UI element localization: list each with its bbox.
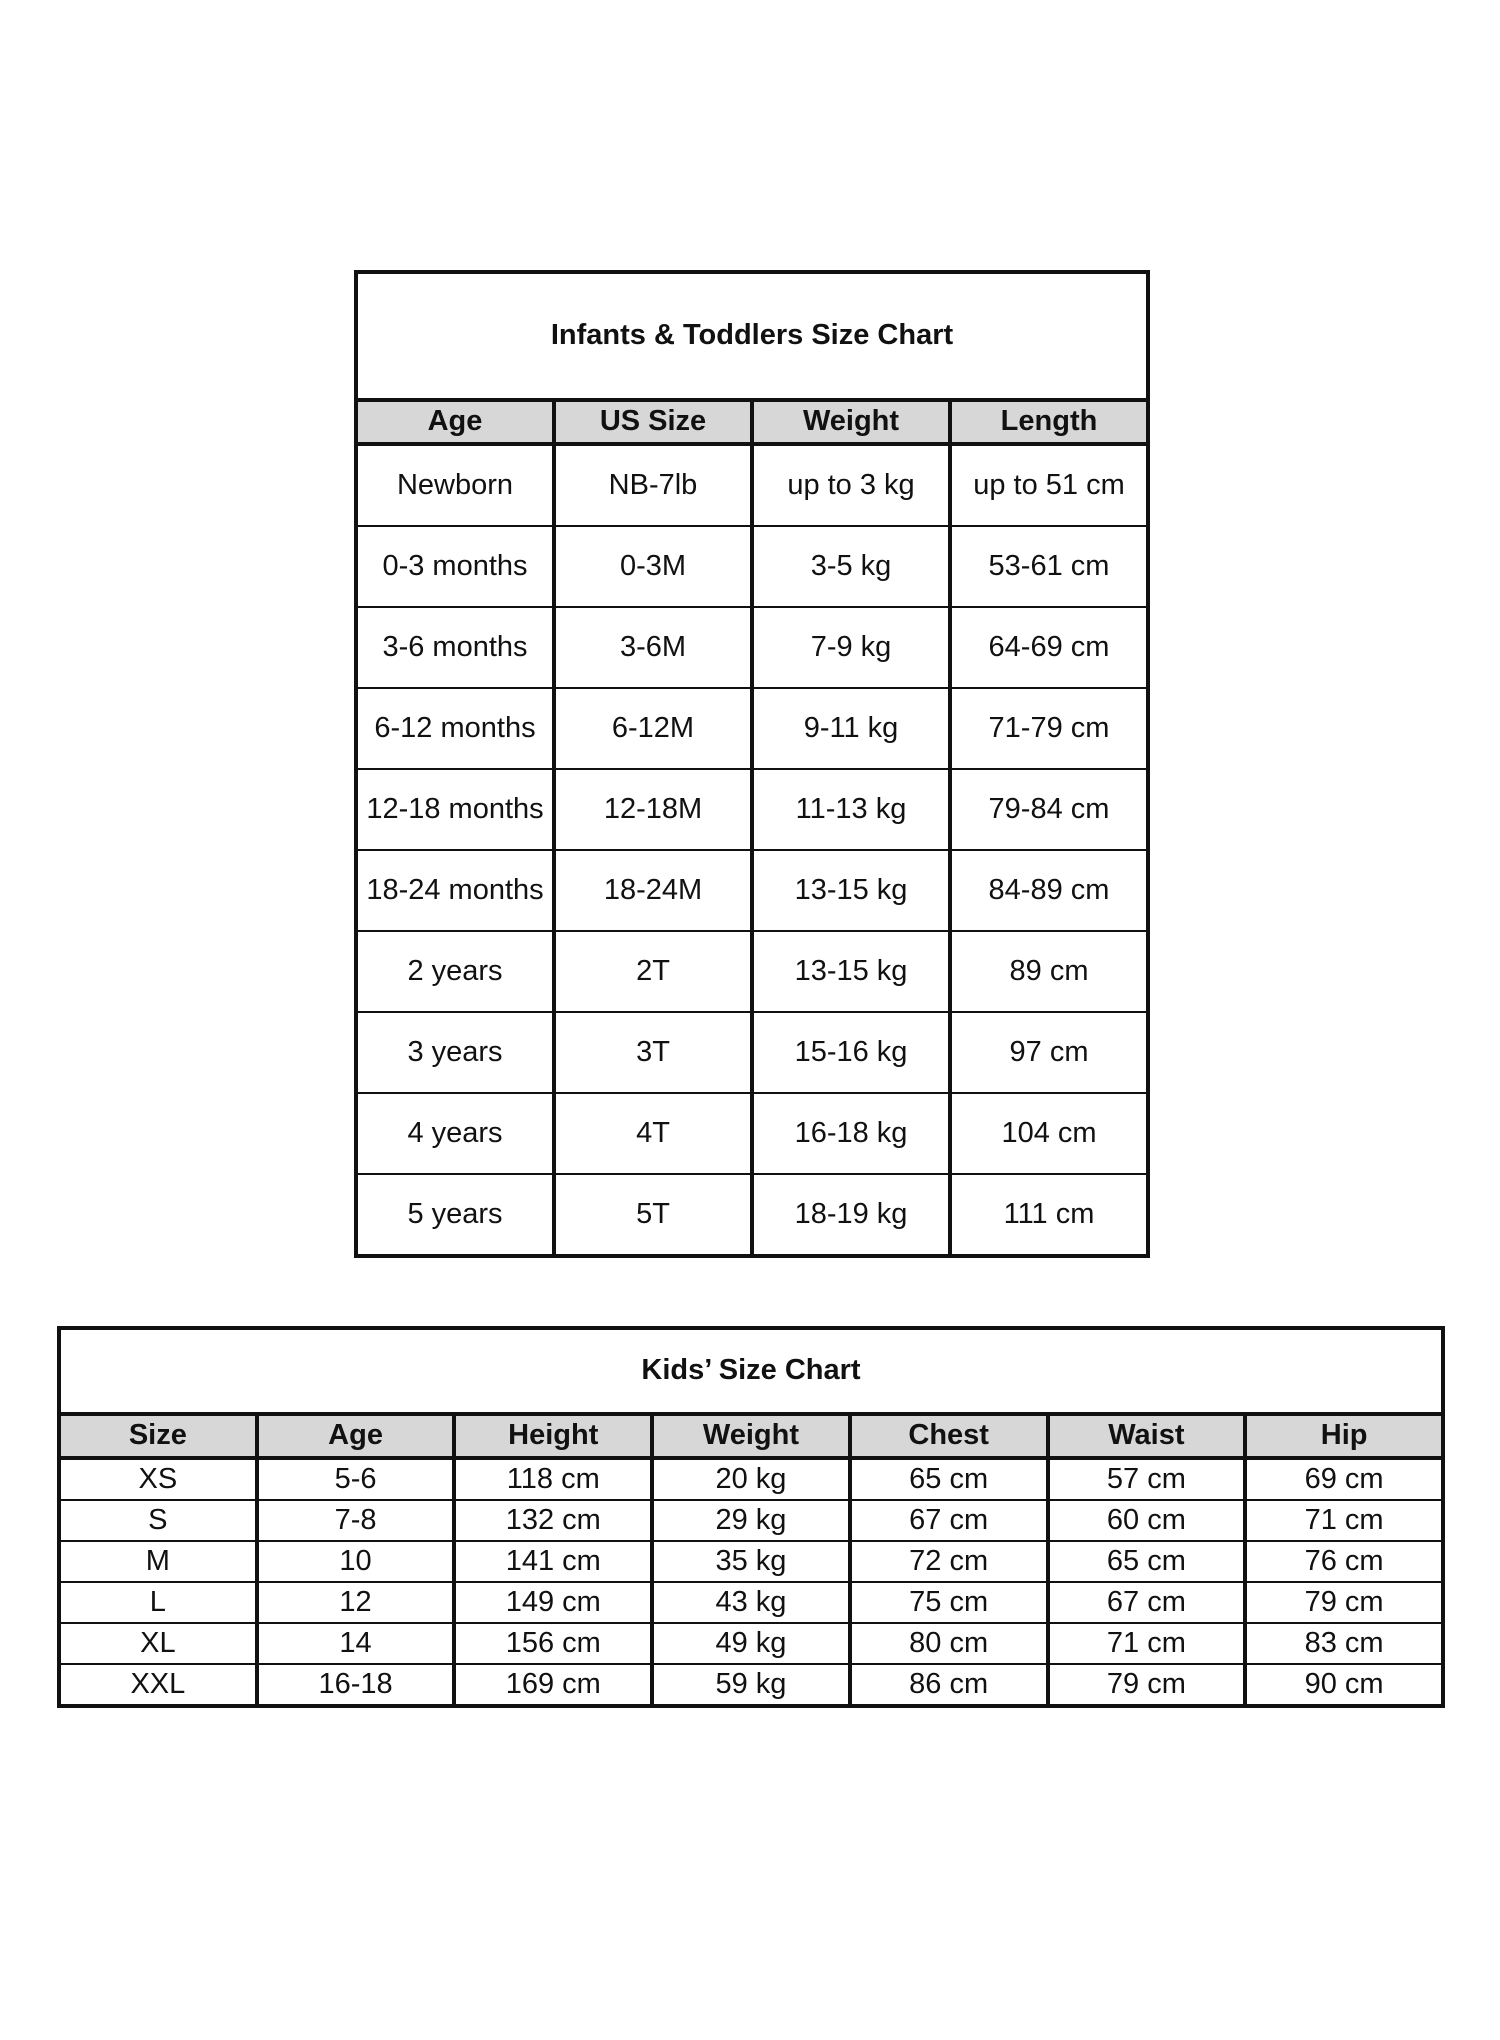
table-cell: 65 cm xyxy=(850,1458,1048,1500)
table-cell: 35 kg xyxy=(652,1541,850,1582)
table-cell: 4T xyxy=(554,1093,752,1174)
column-header-age: Age xyxy=(257,1414,455,1458)
table-cell: 104 cm xyxy=(950,1093,1148,1174)
table-cell: 2 years xyxy=(356,931,554,1012)
table-cell: 76 cm xyxy=(1245,1541,1443,1582)
table-cell: 71 cm xyxy=(1245,1500,1443,1541)
table-cell: up to 51 cm xyxy=(950,444,1148,526)
table-cell: 75 cm xyxy=(850,1582,1048,1623)
table-cell: 79-84 cm xyxy=(950,769,1148,850)
table-cell: 80 cm xyxy=(850,1623,1048,1664)
table-cell: 65 cm xyxy=(1048,1541,1246,1582)
table-cell: 12-18M xyxy=(554,769,752,850)
table-cell: 3-6M xyxy=(554,607,752,688)
infants-toddlers-size-chart xyxy=(354,270,1150,1258)
table-cell: 71-79 cm xyxy=(950,688,1148,769)
table-cell: 9-11 kg xyxy=(752,688,950,769)
table-cell: XXL xyxy=(59,1664,257,1706)
column-header-height: Height xyxy=(454,1414,652,1458)
table-cell: 59 kg xyxy=(652,1664,850,1706)
table-cell: 0-3 months xyxy=(356,526,554,607)
table-cell: 13-15 kg xyxy=(752,931,950,1012)
title-row xyxy=(59,1328,1443,1414)
table-row xyxy=(356,688,1148,769)
table-cell: 10 xyxy=(257,1541,455,1582)
column-header-weight: Weight xyxy=(652,1414,850,1458)
table-cell: 84-89 cm xyxy=(950,850,1148,931)
table-cell: 18-24 months xyxy=(356,850,554,931)
table-cell: 3-6 months xyxy=(356,607,554,688)
table-row xyxy=(356,1012,1148,1093)
table-row xyxy=(59,1458,1443,1500)
column-header-hip: Hip xyxy=(1245,1414,1443,1458)
table-cell: 43 kg xyxy=(652,1582,850,1623)
infants-chart-body xyxy=(356,272,1148,1256)
table-cell: 13-15 kg xyxy=(752,850,950,931)
table-cell: 18-19 kg xyxy=(752,1174,950,1256)
table-row xyxy=(59,1582,1443,1623)
table-cell: S xyxy=(59,1500,257,1541)
table-row xyxy=(356,1174,1148,1256)
table-cell: 29 kg xyxy=(652,1500,850,1541)
title-row xyxy=(356,272,1148,400)
table-cell: 83 cm xyxy=(1245,1623,1443,1664)
chart-title: Infants & Toddlers Size Chart xyxy=(356,272,1148,400)
table-cell: 90 cm xyxy=(1245,1664,1443,1706)
column-header-weight: Weight xyxy=(752,400,950,444)
table-row xyxy=(356,850,1148,931)
table-cell: 132 cm xyxy=(454,1500,652,1541)
table-cell: 2T xyxy=(554,931,752,1012)
table-row xyxy=(356,931,1148,1012)
chart-title: Kids’ Size Chart xyxy=(59,1328,1443,1414)
table-cell: up to 3 kg xyxy=(752,444,950,526)
table-cell: NB-7lb xyxy=(554,444,752,526)
table-row xyxy=(356,444,1148,526)
table-cell: 118 cm xyxy=(454,1458,652,1500)
table-cell: 6-12 months xyxy=(356,688,554,769)
table-cell: 20 kg xyxy=(652,1458,850,1500)
table-cell: 5T xyxy=(554,1174,752,1256)
table-cell: 67 cm xyxy=(850,1500,1048,1541)
column-header-waist: Waist xyxy=(1048,1414,1246,1458)
table-cell: 64-69 cm xyxy=(950,607,1148,688)
kids-chart-body xyxy=(59,1328,1443,1706)
table-cell: 71 cm xyxy=(1048,1623,1246,1664)
table-cell: 14 xyxy=(257,1623,455,1664)
table-cell: 53-61 cm xyxy=(950,526,1148,607)
table-cell: XL xyxy=(59,1623,257,1664)
table-row xyxy=(59,1500,1443,1541)
table-row xyxy=(356,607,1148,688)
table-cell: 6-12M xyxy=(554,688,752,769)
table-cell: 3T xyxy=(554,1012,752,1093)
column-header-chest: Chest xyxy=(850,1414,1048,1458)
table-row xyxy=(59,1664,1443,1706)
header-row xyxy=(356,400,1148,444)
table-cell: 5-6 xyxy=(257,1458,455,1500)
kids-size-chart xyxy=(57,1326,1445,1708)
table-cell: 72 cm xyxy=(850,1541,1048,1582)
table-cell: XS xyxy=(138,1462,178,1495)
table-cell: 3 years xyxy=(356,1012,554,1093)
table-cell: 15-16 kg xyxy=(752,1012,950,1093)
table-cell: 11-13 kg xyxy=(752,769,950,850)
column-header-length: Length xyxy=(950,400,1148,444)
table-row xyxy=(356,1093,1148,1174)
table-cell: 16-18 kg xyxy=(752,1093,950,1174)
column-header-us-size: US Size xyxy=(554,400,752,444)
table-cell: 0-3M xyxy=(554,526,752,607)
table-cell: 67 cm xyxy=(1048,1582,1246,1623)
table-row xyxy=(356,769,1148,850)
table-cell: 7-8 xyxy=(257,1500,455,1541)
table-cell: 89 cm xyxy=(950,931,1148,1012)
table-cell: 16-18 xyxy=(257,1664,455,1706)
table-cell: 12 xyxy=(257,1582,455,1623)
table-cell: 141 cm xyxy=(454,1541,652,1582)
table-cell: 156 cm xyxy=(454,1623,652,1664)
table-cell: 7-9 kg xyxy=(752,607,950,688)
table-cell: M xyxy=(59,1541,257,1582)
table-cell: 79 cm xyxy=(1048,1664,1246,1706)
table-cell: 97 cm xyxy=(950,1012,1148,1093)
table-cell: 4 years xyxy=(356,1093,554,1174)
table-cell: 49 kg xyxy=(652,1623,850,1664)
table-cell: 86 cm xyxy=(850,1664,1048,1706)
table-cell: 12-18 months xyxy=(356,769,554,850)
table-cell: 79 cm xyxy=(1245,1582,1443,1623)
table-cell: 149 cm xyxy=(454,1582,652,1623)
table-row xyxy=(59,1623,1443,1664)
table-cell: 5 years xyxy=(356,1174,554,1256)
table-cell: 111 cm xyxy=(950,1174,1148,1256)
table-cell: L xyxy=(59,1582,257,1623)
table-row xyxy=(59,1541,1443,1582)
header-row xyxy=(59,1414,1443,1458)
column-header-size: Size xyxy=(59,1414,257,1458)
table-cell: 60 cm xyxy=(1048,1500,1246,1541)
column-header-age: Age xyxy=(356,400,554,444)
table-cell: Newborn xyxy=(396,468,514,501)
table-cell: 57 cm xyxy=(1048,1458,1246,1500)
table-cell: 18-24M xyxy=(554,850,752,931)
table-cell: 3-5 kg xyxy=(752,526,950,607)
table-cell: 69 cm xyxy=(1245,1458,1443,1500)
table-cell: 169 cm xyxy=(454,1664,652,1706)
table-row xyxy=(356,526,1148,607)
